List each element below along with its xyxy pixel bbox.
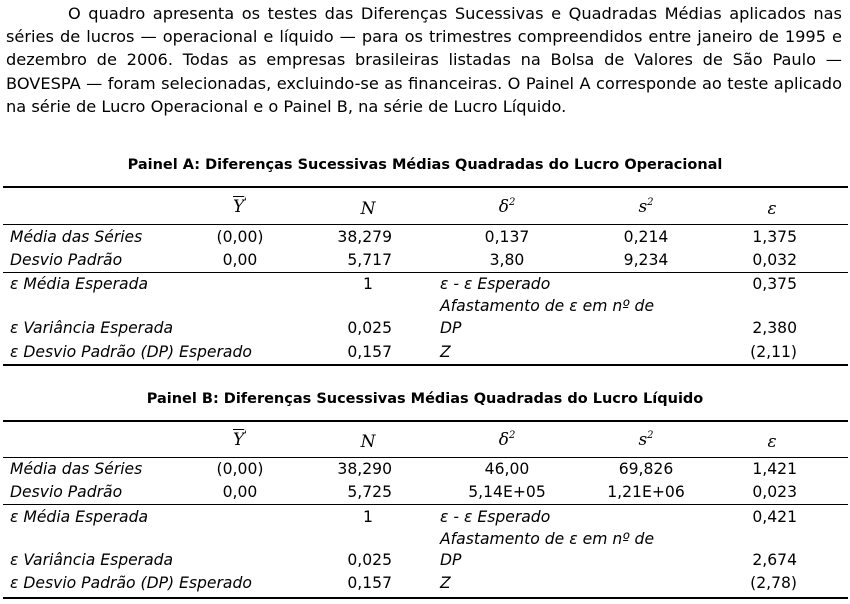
panel-a-title: Painel A: Diferenças Sucessivas Médias Quadradas do Lucro Operacional — [127, 157, 723, 173]
panel-b-top-rule — [3, 420, 848, 422]
panel-b-title: Painel B: Diferenças Sucessivas Médias Quadradas do Lucro Líquido — [146, 391, 704, 407]
panel-a-dp-label: DP — [440, 319, 462, 337]
panel-b-row1-y: (0,00) — [216, 460, 264, 478]
panel-a-row2-s2: 9,234 — [623, 251, 669, 269]
panel-b-desvio-label: ε Desvio Padrão (DP) Esperado — [10, 574, 252, 592]
panel-b-row1-eps: 1,421 — [752, 460, 797, 478]
panel-b-mid-rule — [3, 504, 848, 505]
panel-b-bottom-rule — [3, 597, 848, 599]
panel-a-row1-s2: 0,214 — [623, 228, 669, 246]
panel-b-row2-n: 5,725 — [347, 483, 392, 501]
panel-b-row1-delta: 46,00 — [484, 460, 530, 478]
panel-a-header-delta: $\delta^2$ — [498, 197, 516, 217]
panel-a-header-ybar: $\overline{Y}'$ — [233, 197, 247, 217]
panel-a-header-s2: $s^2$ — [638, 197, 654, 217]
panel-a-afastamento-label: Afastamento de ε em nº de — [440, 297, 655, 315]
panel-b-media-esperada-label: ε Média Esperada — [10, 508, 149, 526]
panel-a-desvio-label: ε Desvio Padrão (DP) Esperado — [10, 343, 252, 361]
panel-b-diff-value: 0,421 — [752, 508, 797, 526]
panel-b-row1-n: 38,290 — [337, 460, 392, 478]
panel-b-header-s2: $s^2$ — [638, 430, 654, 450]
panel-a-top-rule — [3, 186, 848, 188]
panel-b-header-delta: $\delta^2$ — [498, 430, 516, 450]
panel-b-header-rule — [3, 457, 848, 458]
panel-a-row1-delta: 0,137 — [484, 228, 530, 246]
panel-a-dp-value: 2,380 — [752, 319, 797, 337]
panel-a-row2-label: Desvio Padrão — [10, 251, 123, 269]
panel-a-row2-delta: 3,80 — [489, 251, 525, 269]
panel-a-media-esperada-value: 1 — [363, 275, 373, 293]
panel-a-row2-y: 0,00 — [222, 251, 258, 269]
panel-a-diff-label: ε - ε Esperado — [440, 275, 551, 293]
panel-b-header-eps: ε — [767, 432, 777, 452]
panel-b-afastamento-label: Afastamento de ε em nº de — [440, 530, 655, 548]
panel-b-row2-eps: 0,023 — [752, 483, 797, 501]
panel-b-row2-s2: 1,21E+06 — [607, 483, 685, 501]
panel-b-row1-label: Média das Séries — [10, 460, 143, 478]
panel-a-header-rule — [3, 224, 848, 225]
panel-a-diff-value: 0,375 — [752, 275, 797, 293]
panel-b-dp-value: 2,674 — [752, 551, 797, 569]
intro-paragraph — [6, 2, 842, 118]
panel-a-mid-rule — [3, 272, 848, 273]
panel-a-row1-y: (0,00) — [216, 228, 264, 246]
panel-a-z-label: Z — [440, 343, 451, 361]
panel-b-diff-label: ε - ε Esperado — [440, 508, 551, 526]
panel-a-row2-eps: 0,032 — [752, 251, 797, 269]
panel-b-header-n: N — [360, 432, 376, 452]
panel-a-media-esperada-label: ε Média Esperada — [10, 275, 149, 293]
panel-b-media-esperada-value: 1 — [363, 508, 373, 526]
panel-b-row2-label: Desvio Padrão — [10, 483, 123, 501]
intro-text: O quadro apresenta os testes das Diferenças Sucessivas e Quadradas Médias aplicados nas séries de lucros — operacional e líquido — para os trimestres compreendidos entre janeiro de 1995 e dezembro de 2006. Todas as empresas brasileiras listadas na Bolsa de Valores de São Paulo — BOVESPA — foram selecionadas, excluindo-se as financeiras. O Painel A corresponde ao teste aplicado na série de Lucro Operacional e o Painel B, na série de Lucro Líquido. — [6, 4, 842, 116]
panel-b-row2-y: 0,00 — [222, 483, 258, 501]
panel-b-variancia-value: 0,025 — [347, 551, 392, 569]
panel-b-row1-s2: 69,826 — [618, 460, 674, 478]
panel-a-desvio-value: 0,157 — [347, 343, 392, 361]
panel-b-header-ybar: $\overline{Y}'$ — [233, 430, 247, 450]
panel-b-row2-delta: 5,14E+05 — [468, 483, 546, 501]
panel-b-z-label: Z — [440, 574, 451, 592]
panel-a-header-eps: ε — [767, 199, 777, 219]
panel-a-z-value: (2,11) — [750, 343, 797, 361]
panel-a-row1-label: Média das Séries — [10, 228, 143, 246]
panel-a-row1-eps: 1,375 — [752, 228, 797, 246]
panel-b-variancia-label: ε Variância Esperada — [10, 551, 174, 569]
panel-a-row1-n: 38,279 — [337, 228, 392, 246]
panel-a-variancia-value: 0,025 — [347, 319, 392, 337]
panel-b-z-value: (2,78) — [750, 574, 797, 592]
panel-a-variancia-label: ε Variância Esperada — [10, 319, 174, 337]
panel-a-bottom-rule — [3, 364, 848, 366]
panel-b-desvio-value: 0,157 — [347, 574, 392, 592]
panel-a-header-n: N — [360, 199, 376, 219]
panel-a-row2-n: 5,717 — [347, 251, 392, 269]
panel-b-dp-label: DP — [440, 551, 462, 569]
